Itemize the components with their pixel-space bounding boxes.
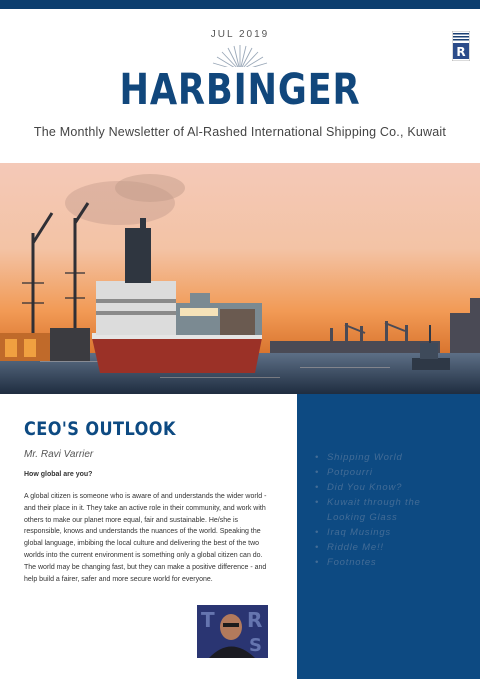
article-question: How global are you? — [24, 471, 93, 478]
ceo-photo — [197, 605, 268, 658]
toc-item[interactable]: • Potpourri — [314, 465, 457, 480]
newsletter-subtitle: The Monthly Newsletter of Al-Rashed International Shipping Co., Kuwait — [33, 125, 447, 139]
svg-text:T: T — [201, 608, 215, 632]
svg-text:R: R — [456, 45, 466, 59]
company-logo — [452, 31, 470, 61]
issue-date: JUL 2019 — [210, 29, 270, 40]
article-paragraph: A global citizen is someone who is aware of and understands the wider world - and their place in it. They take an active role in their community, and work with others to make our planet more equal, fair and sustainable. He/she is responsible, knows and understands the nuances of the world. Speaking the global language, imbibing the local culture and delivering the best of the two worlds into the current environment is something only a global citizen can do. — [24, 493, 267, 559]
contents-panel — [297, 394, 480, 679]
table-of-contents — [314, 450, 457, 570]
svg-text:R: R — [247, 608, 263, 632]
toc-item[interactable]: • Kuwait through the Looking Glass — [314, 495, 457, 525]
top-accent-bar — [0, 0, 480, 9]
hero-harbor-image — [0, 163, 480, 394]
toc-item[interactable]: • Riddle Me!! — [314, 540, 457, 555]
ceo-outlook-section — [0, 394, 297, 679]
masthead — [0, 9, 480, 163]
newsletter-title: HARBINGER — [119, 65, 361, 115]
toc-item[interactable]: • Did You Know? — [314, 480, 457, 495]
article-body — [24, 491, 276, 585]
toc-item[interactable]: • Shipping World — [314, 450, 457, 465]
toc-item[interactable]: • Iraq Musings — [314, 525, 457, 540]
svg-text:S: S — [249, 635, 262, 656]
article-paragraph: The world may be changing fast, but they can make a positive difference - and help build a fairer, safer and more secure world for everyone. — [24, 563, 267, 583]
article-author: Mr. Ravi Varrier — [24, 449, 94, 460]
section-heading: CEO'S OUTLOOK — [24, 418, 176, 440]
toc-item[interactable]: • Footnotes — [314, 555, 457, 570]
